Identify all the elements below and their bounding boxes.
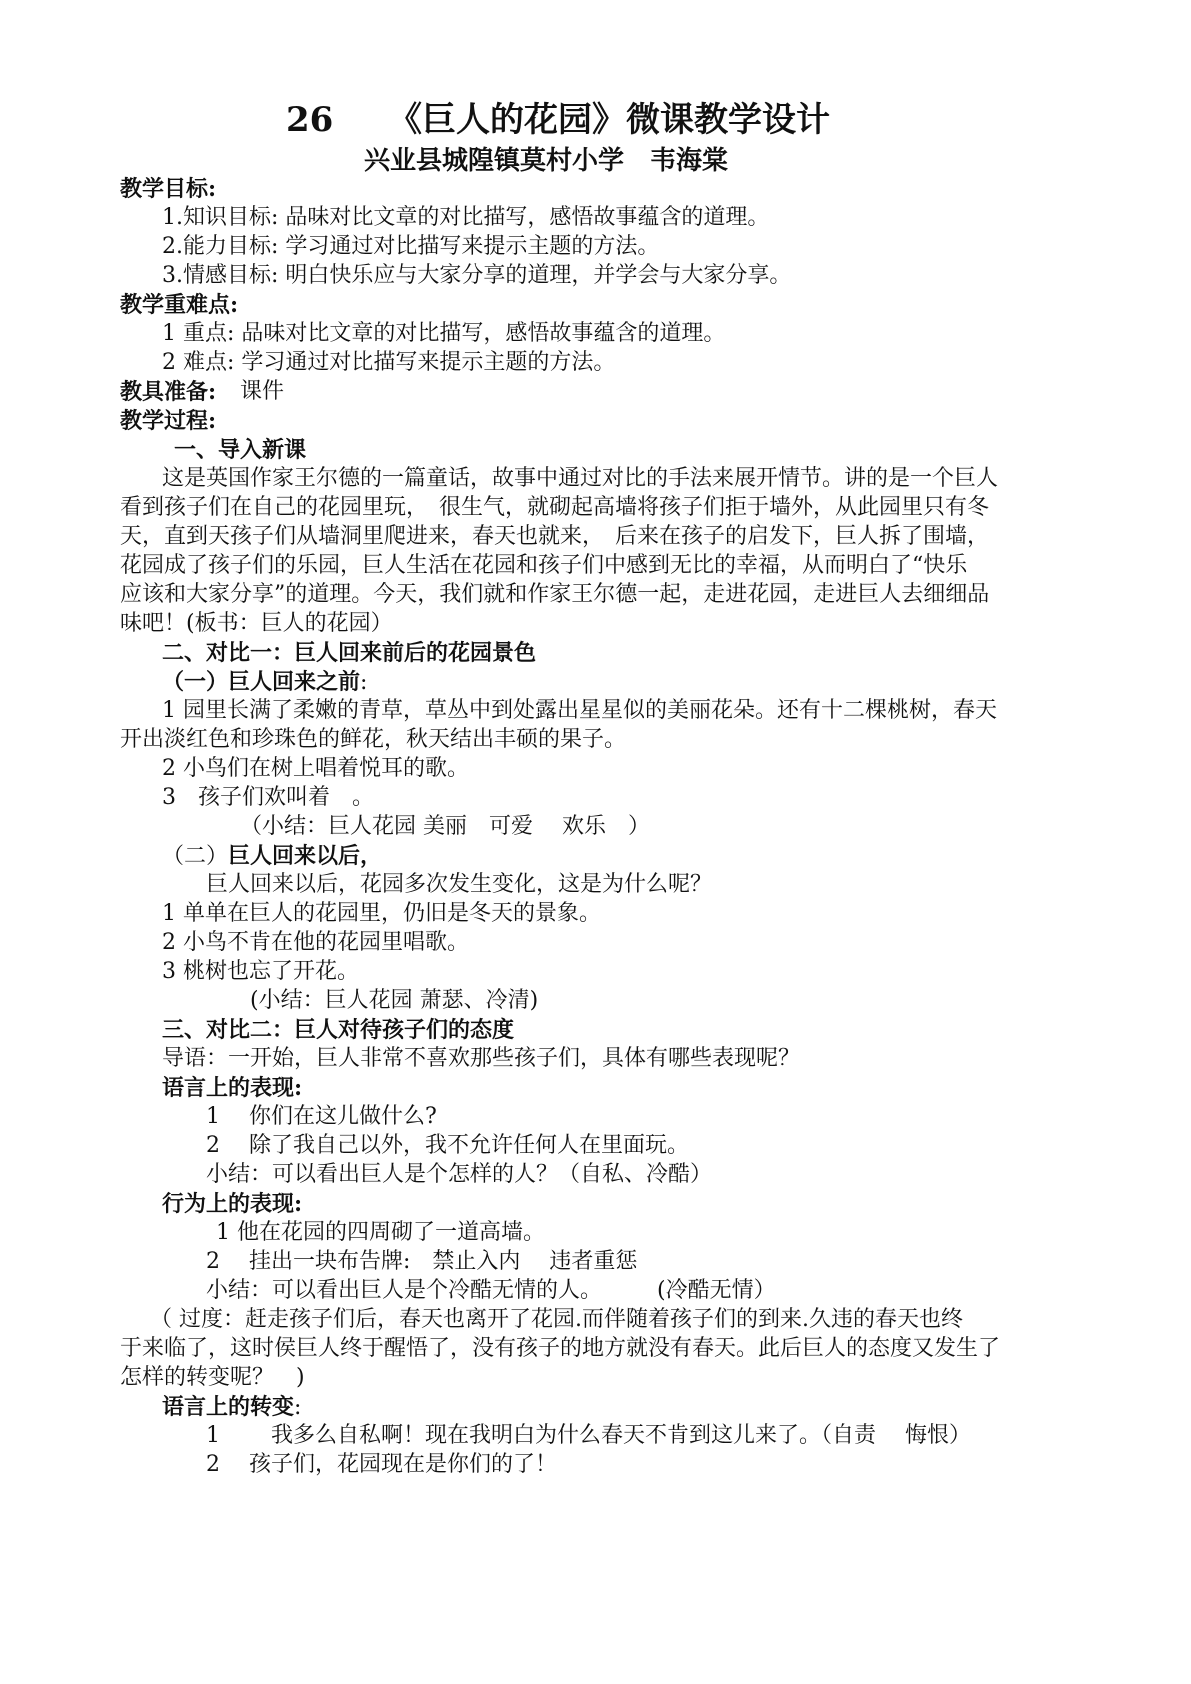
objective-item: 2.能力目标: 学习通过对比描写来提示主题的方法。: [162, 234, 660, 259]
section3-heading: 三、对比二：巨人对待孩子们的态度: [162, 1017, 515, 1043]
list-line: 1 你们在这儿做什么?: [206, 1104, 437, 1129]
title-number: 26: [286, 100, 334, 140]
list-line: 2 小鸟们在树上唱着悦耳的歌。: [162, 756, 469, 781]
list-line: 开出淡红色和珍珠色的鲜花，秋天结出丰硕的果子。: [120, 727, 627, 752]
list-line: 2 挂出一块布告牌: 禁止入内 违者重惩: [206, 1249, 638, 1274]
list-line: 3 孩子们欢叫着 。: [162, 785, 374, 810]
list-line: 1 单单在巨人的花园里，仍旧是冬天的景象。: [162, 901, 601, 926]
list-line: 1 园里长满了柔嫩的青草，草丛中到处露出星星似的美丽花朵。还有十二棵桃树，春天: [162, 698, 997, 723]
subsection-prefix: （二）: [162, 844, 229, 869]
subsection-title: 巨人回来以后，: [228, 843, 383, 869]
list-line: 2 小鸟不肯在他的花园里唱歌。: [162, 930, 469, 955]
paragraph-line: 花园成了孩子们的乐园，巨人生活在花园和孩子们中感到无比的幸福，从而明白了“快乐: [120, 553, 968, 578]
objective-item: 1.知识目标: 品味对比文章的对比描写，感悟故事蕴含的道理。: [162, 205, 770, 230]
key-point-item: 2 难点: 学习通过对比描写来提示主题的方法。: [162, 350, 616, 375]
process-heading: 教学过程:: [120, 408, 217, 434]
action-heading: 行为上的表现:: [162, 1191, 303, 1217]
tools-heading: 教具准备:: [120, 379, 217, 405]
summary-line: 小结：可以看出巨人是个怎样的人？（自私、冷酷）: [206, 1162, 713, 1187]
list-line: 2 除了我自己以外，我不允许任何人在里面玩。: [206, 1133, 689, 1158]
paragraph-line: 应该和大家分享”的道理。今天，我们就和作家王尔德一起，走进花园，走进巨人去细细品: [120, 582, 990, 607]
summary-line: (小结：巨人花园 萧瑟、冷清): [250, 988, 539, 1013]
transition-line: 于来临了，这时侯巨人终于醒悟了，没有孩子的地方就没有春天。此后巨人的态度又发生了: [120, 1336, 1001, 1361]
change-heading-colon: :: [294, 1395, 302, 1420]
transition-line: 怎样的转变呢？ ): [120, 1365, 305, 1390]
speech-heading: 语言上的表现:: [162, 1075, 303, 1101]
section2-heading: 二、对比一：巨人回来前后的花园景色: [162, 640, 537, 666]
author-line: 兴业县城隍镇莫村小学 韦海棠: [364, 146, 729, 176]
list-line: 1 他在花园的四周砌了一道高墙。: [216, 1220, 545, 1245]
tools-value: 课件: [240, 379, 285, 404]
transition-line: （ 过度：赶走孩子们后，春天也离开了花园.而伴随着孩子们的到来.久违的春天也终: [150, 1307, 963, 1332]
subsection-heading: [162, 841, 382, 872]
change-heading: [162, 1392, 301, 1423]
intro-line: 巨人回来以后，花园多次发生变化，这是为什么呢？: [206, 872, 713, 897]
summary-line: （小结：巨人花园 美丽 可爱 欢乐 ）: [240, 814, 650, 839]
paragraph-line: 看到孩子们在自己的花园里玩， 很生气，就砌起高墙将孩子们拒于墙外，从此园里只有冬: [120, 495, 990, 520]
subsection-heading: [162, 667, 367, 698]
key-point-item: 1 重点: 品味对比文章的对比描写，感悟故事蕴含的道理。: [162, 321, 726, 346]
objective-item: 3.情感目标: 明白快乐应与大家分享的道理，并学会与大家分享。: [162, 263, 792, 288]
paragraph-line: 这是英国作家王尔德的一篇童话，故事中通过对比的手法来展开情节。讲的是一个巨人: [162, 466, 999, 491]
paragraph-line: 味吧！(板书：巨人的花园）: [120, 611, 393, 636]
list-line: 2 孩子们，花园现在是你们的了！: [206, 1452, 557, 1477]
subsection-title: （一）巨人回来之前: [162, 669, 361, 695]
paragraph-line: 天，直到天孩子们从墙洞里爬进来，春天也就来， 后来在孩子的启发下，巨人拆了围墙，: [120, 524, 990, 549]
page-title: 《巨人的花园》微课教学设计: [388, 100, 830, 140]
subsection-colon: :: [360, 670, 368, 695]
change-heading-title: 语言上的转变: [162, 1394, 295, 1420]
list-line: 3 桃树也忘了开花。: [162, 959, 359, 984]
list-line: 1 我多么自私啊！现在我明白为什么春天不肯到这儿来了。（自责 悔恨）: [206, 1423, 971, 1448]
summary-line: 小结：可以看出巨人是个冷酷无情的人。 (冷酷无情）: [206, 1278, 776, 1303]
section1-heading: 一、导入新课: [174, 437, 307, 463]
key-points-heading: 教学重难点:: [120, 292, 239, 318]
objectives-heading: 教学目标:: [120, 176, 217, 202]
intro-line: 导语：一开始，巨人非常不喜欢那些孩子们，具体有哪些表现呢？: [162, 1046, 801, 1071]
